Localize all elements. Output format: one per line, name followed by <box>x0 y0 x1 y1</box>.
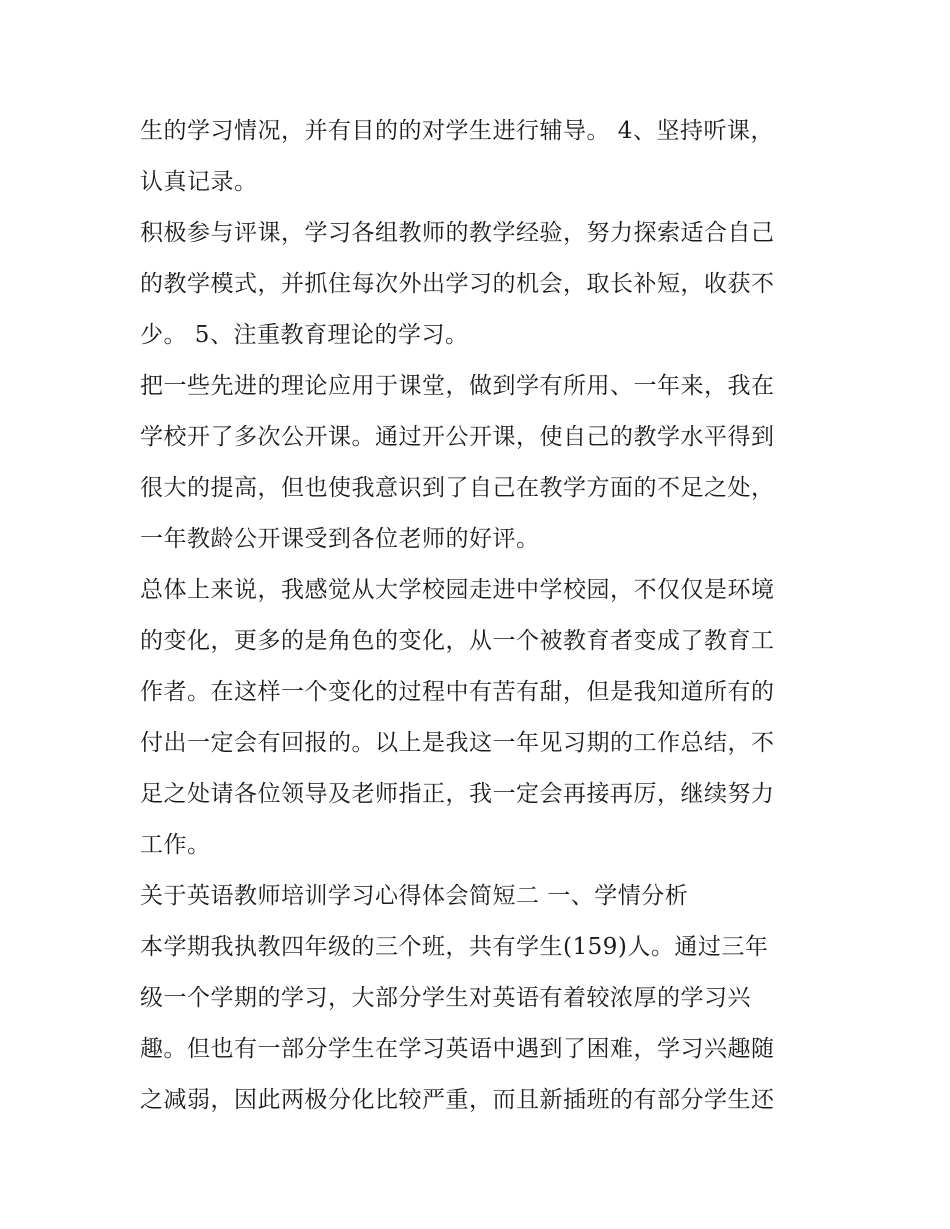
text-line: 趣。但也有一部分学生在学习英语中遇到了困难，学习兴趣随 <box>140 1036 775 1062</box>
text-line: 足之处请各位领导及老师指正，我一定会再接再厉，继续努力 <box>140 781 775 807</box>
document-body <box>140 106 830 1126</box>
text-line: 认真记录。 <box>140 169 258 195</box>
text-line: 把一些先进的理论应用于课堂，做到学有所用、一年来，我在 <box>140 373 775 399</box>
text-line: 学校开了多次公开课。通过开公开课，使自己的教学水平得到 <box>140 424 775 450</box>
text-line: 少。 5、注重教育理论的学习。 <box>140 322 469 348</box>
text-line: 生的学习情况，并有目的的对学生进行辅导。 4、坚持听课， <box>140 118 774 144</box>
text-line: 作者。在这样一个变化的过程中有苦有甜，但是我知道所有的 <box>140 679 775 705</box>
text-line: 总体上来说，我感觉从大学校园走进中学校园，不仅仅是环境 <box>140 577 775 603</box>
text-line: 之减弱，因此两极分化比较严重，而且新插班的有部分学生还 <box>140 1087 775 1113</box>
section-heading: 关于英语教师培训学习心得体会简短二 一、学情分析 <box>140 883 689 909</box>
text-line: 付出一定会有回报的。以上是我这一年见习期的工作总结，不 <box>140 730 775 756</box>
text-line: 的变化，更多的是角色的变化，从一个被教育者变成了教育工 <box>140 628 775 654</box>
text-line: 积极参与评课，学习各组教师的教学经验，努力探索适合自己 <box>140 220 775 246</box>
text-line: 一年教龄公开课受到各位老师的好评。 <box>140 526 540 552</box>
text-line: 本学期我执教四年级的三个班，共有学生(159)人。通过三年 <box>140 934 769 960</box>
text-line: 工作。 <box>140 832 211 858</box>
text-line: 级一个学期的学习，大部分学生对英语有着较浓厚的学习兴 <box>140 985 751 1011</box>
text-line: 很大的提高，但也使我意识到了自己在教学方面的不足之处， <box>140 475 775 501</box>
text-line: 的教学模式，并抓住每次外出学习的机会，取长补短，收获不 <box>140 271 775 297</box>
